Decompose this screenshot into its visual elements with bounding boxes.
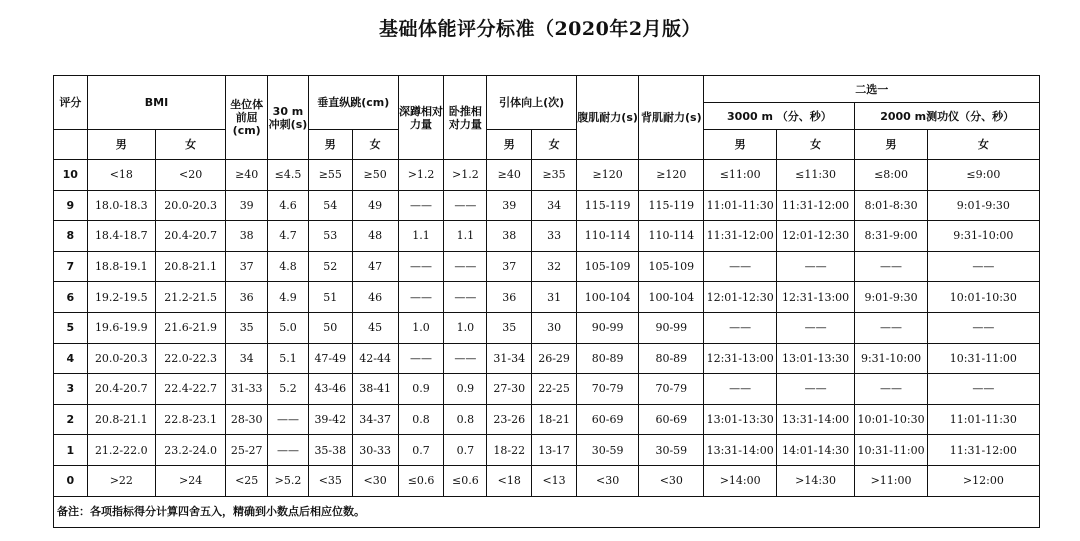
header-male: 男 — [487, 130, 532, 160]
table-cell: —— — [927, 251, 1039, 282]
table-row — [54, 435, 1040, 466]
table-cell: 13:31-14:00 — [776, 404, 855, 435]
table-cell: >1.2 — [444, 160, 487, 191]
table-cell: 4.8 — [268, 251, 309, 282]
table-cell: 48 — [352, 221, 398, 252]
table-row — [54, 251, 1040, 282]
table-cell: 1.0 — [398, 312, 444, 343]
table-cell: —— — [776, 251, 855, 282]
table-cell: 34 — [532, 190, 577, 221]
header-female: 女 — [532, 130, 577, 160]
table-row — [54, 404, 1040, 435]
note: 备注：各项指标得分计算四舍五入，精确到小数点后相应位数。 — [54, 496, 1040, 527]
table-cell: —— — [398, 251, 444, 282]
score-cell: 6 — [54, 282, 88, 313]
header-male: 男 — [308, 130, 352, 160]
table-body — [54, 160, 1040, 497]
table-cell: 9:01-9:30 — [855, 282, 927, 313]
table-cell: ≤9:00 — [927, 160, 1039, 191]
header-female: 女 — [155, 130, 225, 160]
table-cell: 80-89 — [639, 343, 704, 374]
table-cell: 20.0-20.3 — [87, 343, 155, 374]
header-row-3 — [54, 130, 1040, 160]
table-cell: 20.8-21.1 — [155, 251, 225, 282]
table-cell: 11:31-12:00 — [776, 190, 855, 221]
table-cell: 20.4-20.7 — [87, 374, 155, 405]
table-cell: 21.2-22.0 — [87, 435, 155, 466]
table-cell: 9:31-10:00 — [855, 343, 927, 374]
table-cell: ≥35 — [532, 160, 577, 191]
table-cell: 20.8-21.1 — [87, 404, 155, 435]
table-cell: 21.6-21.9 — [155, 312, 225, 343]
table-cell: —— — [776, 312, 855, 343]
table-row — [54, 282, 1040, 313]
table-cell: >5.2 — [268, 465, 309, 496]
table-cell: ≤4.5 — [268, 160, 309, 191]
score-cell: 5 — [54, 312, 88, 343]
table-cell: 110-114 — [639, 221, 704, 252]
table-cell: 60-69 — [577, 404, 639, 435]
table-cell: ≤0.6 — [398, 465, 444, 496]
header-sprint: 30 m冲刺(s) — [268, 76, 309, 160]
table-cell: 80-89 — [577, 343, 639, 374]
table-row — [54, 374, 1040, 405]
table-row — [54, 343, 1040, 374]
table-cell: ≤8:00 — [855, 160, 927, 191]
table-cell: ≥40 — [226, 160, 268, 191]
header-male: 男 — [855, 130, 927, 160]
header-score: 评分 — [54, 76, 88, 130]
header-female: 女 — [352, 130, 398, 160]
table-cell: 0.7 — [398, 435, 444, 466]
table-cell: 11:01-11:30 — [927, 404, 1039, 435]
table-cell: 31-33 — [226, 374, 268, 405]
table-cell: —— — [444, 282, 487, 313]
table-cell: 53 — [308, 221, 352, 252]
table-cell: 12:31-13:00 — [776, 282, 855, 313]
table-cell: 22-25 — [532, 374, 577, 405]
table-cell: 0.7 — [444, 435, 487, 466]
table-cell: —— — [268, 404, 309, 435]
table-cell: >22 — [87, 465, 155, 496]
table-cell: <30 — [639, 465, 704, 496]
table-cell: 38 — [487, 221, 532, 252]
header-row-1 — [54, 76, 1040, 103]
header-bench-strength: 卧推相对力量 — [444, 76, 487, 160]
table-cell: 115-119 — [577, 190, 639, 221]
table-cell: 47 — [352, 251, 398, 282]
table-cell: 18.0-18.3 — [87, 190, 155, 221]
score-cell: 10 — [54, 160, 88, 191]
table-cell: 10:31-11:00 — [927, 343, 1039, 374]
table-cell: 10:01-10:30 — [855, 404, 927, 435]
table-cell: 42-44 — [352, 343, 398, 374]
table-cell: 1.1 — [398, 221, 444, 252]
table-cell: 12:01-12:30 — [776, 221, 855, 252]
table-cell: 0.8 — [444, 404, 487, 435]
table-cell: 32 — [532, 251, 577, 282]
table-cell: 45 — [352, 312, 398, 343]
table-cell: —— — [927, 312, 1039, 343]
score-cell: 3 — [54, 374, 88, 405]
table-cell: —— — [398, 343, 444, 374]
header-choose-one: 二选一 — [704, 76, 1040, 103]
table-cell: 9:31-10:00 — [927, 221, 1039, 252]
header-abdominal: 腹肌耐力(s) — [577, 76, 639, 160]
table-cell: 13-17 — [532, 435, 577, 466]
table-cell: <18 — [87, 160, 155, 191]
table-cell: 11:31-12:00 — [704, 221, 776, 252]
score-cell: 8 — [54, 221, 88, 252]
table-cell: 18.8-19.1 — [87, 251, 155, 282]
table-cell: 35 — [226, 312, 268, 343]
table-cell: —— — [444, 190, 487, 221]
score-cell: 2 — [54, 404, 88, 435]
score-cell: 4 — [54, 343, 88, 374]
table-cell: ≥40 — [487, 160, 532, 191]
table-cell: >1.2 — [398, 160, 444, 191]
table-cell: 34 — [226, 343, 268, 374]
header-female: 女 — [927, 130, 1039, 160]
table-cell: 14:01-14:30 — [776, 435, 855, 466]
table-cell: 30 — [532, 312, 577, 343]
table-cell: —— — [776, 374, 855, 405]
table-cell: 0.8 — [398, 404, 444, 435]
table-cell: 35-38 — [308, 435, 352, 466]
table-cell: —— — [398, 190, 444, 221]
table-cell: 31-34 — [487, 343, 532, 374]
table-cell: >14:00 — [704, 465, 776, 496]
table-cell: <13 — [532, 465, 577, 496]
table-cell: 54 — [308, 190, 352, 221]
table-cell: —— — [927, 374, 1039, 405]
table-row — [54, 190, 1040, 221]
table-cell: ≤0.6 — [444, 465, 487, 496]
page-title: 基础体能评分标准（2020年2月版） — [378, 18, 702, 40]
table-cell: 20.0-20.3 — [155, 190, 225, 221]
table-cell: 27-30 — [487, 374, 532, 405]
table-cell: 38-41 — [352, 374, 398, 405]
table-cell: 4.6 — [268, 190, 309, 221]
table-cell: <30 — [577, 465, 639, 496]
table-cell: <30 — [352, 465, 398, 496]
header-male: 男 — [704, 130, 776, 160]
note-row — [54, 496, 1040, 527]
table-cell: ≥120 — [577, 160, 639, 191]
table-cell: 13:31-14:00 — [704, 435, 776, 466]
table-cell: 12:31-13:00 — [704, 343, 776, 374]
table-cell: <35 — [308, 465, 352, 496]
table-cell: 0.9 — [398, 374, 444, 405]
table-cell: 13:01-13:30 — [776, 343, 855, 374]
table-cell: 12:01-12:30 — [704, 282, 776, 313]
table-cell: 21.2-21.5 — [155, 282, 225, 313]
table-row — [54, 465, 1040, 496]
table-cell: 47-49 — [308, 343, 352, 374]
table-cell: 30-59 — [577, 435, 639, 466]
table-cell: ≥50 — [352, 160, 398, 191]
table-cell: 0.9 — [444, 374, 487, 405]
table-cell: —— — [855, 251, 927, 282]
table-cell: 20.4-20.7 — [155, 221, 225, 252]
table-cell: 19.2-19.5 — [87, 282, 155, 313]
table-cell: 115-119 — [639, 190, 704, 221]
table-cell: 36 — [226, 282, 268, 313]
header-female: 女 — [776, 130, 855, 160]
table-cell: 60-69 — [639, 404, 704, 435]
table-cell: 10:01-10:30 — [927, 282, 1039, 313]
table-cell: ≥120 — [639, 160, 704, 191]
table-cell: 23.2-24.0 — [155, 435, 225, 466]
table-cell: 9:01-9:30 — [927, 190, 1039, 221]
table-cell: 18-21 — [532, 404, 577, 435]
table-cell: 39-42 — [308, 404, 352, 435]
table-cell: 22.4-22.7 — [155, 374, 225, 405]
table-row — [54, 221, 1040, 252]
table-row — [54, 312, 1040, 343]
score-cell: 1 — [54, 435, 88, 466]
table-cell: 105-109 — [639, 251, 704, 282]
table-row — [54, 160, 1040, 191]
header-pullup: 引体向上(次) — [487, 76, 577, 130]
table-cell: 8:01-8:30 — [855, 190, 927, 221]
table-cell: ≤11:30 — [776, 160, 855, 191]
table-cell: 70-79 — [577, 374, 639, 405]
table-cell: >14:30 — [776, 465, 855, 496]
header-back: 背肌耐力(s) — [639, 76, 704, 160]
table-cell: 5.1 — [268, 343, 309, 374]
table-cell: 8:31-9:00 — [855, 221, 927, 252]
table-cell: 19.6-19.9 — [87, 312, 155, 343]
table-cell: 4.7 — [268, 221, 309, 252]
table-cell: —— — [704, 251, 776, 282]
table-cell: 28-30 — [226, 404, 268, 435]
table-cell: 26-29 — [532, 343, 577, 374]
table-cell: ≥55 — [308, 160, 352, 191]
header-squat-strength: 深蹲相对力量 — [398, 76, 444, 160]
table-cell: 1.0 — [444, 312, 487, 343]
table-cell: 37 — [487, 251, 532, 282]
table-cell: 50 — [308, 312, 352, 343]
table-cell: 34-37 — [352, 404, 398, 435]
score-cell: 0 — [54, 465, 88, 496]
table-cell: —— — [704, 312, 776, 343]
table-cell: —— — [704, 374, 776, 405]
table-cell: 18.4-18.7 — [87, 221, 155, 252]
table-cell: 30-59 — [639, 435, 704, 466]
table-cell: —— — [855, 312, 927, 343]
table-cell: —— — [398, 282, 444, 313]
table-cell: 51 — [308, 282, 352, 313]
table-cell: 36 — [487, 282, 532, 313]
table-cell: —— — [444, 251, 487, 282]
table-cell: 11:01-11:30 — [704, 190, 776, 221]
table-cell: 1.1 — [444, 221, 487, 252]
score-table — [53, 75, 1040, 528]
table-cell: 22.0-22.3 — [155, 343, 225, 374]
table-cell: 13:01-13:30 — [704, 404, 776, 435]
table-cell: >11:00 — [855, 465, 927, 496]
header-bmi: BMI — [87, 76, 226, 130]
table-cell: 5.2 — [268, 374, 309, 405]
table-cell: 11:31-12:00 — [927, 435, 1039, 466]
table-cell: 30-33 — [352, 435, 398, 466]
table-cell: 90-99 — [577, 312, 639, 343]
table-cell: 52 — [308, 251, 352, 282]
table-cell: <20 — [155, 160, 225, 191]
table-cell: 49 — [352, 190, 398, 221]
table-cell: 110-114 — [577, 221, 639, 252]
table-cell: 4.9 — [268, 282, 309, 313]
table-cell: 35 — [487, 312, 532, 343]
table-cell: 43-46 — [308, 374, 352, 405]
table-cell: 18-22 — [487, 435, 532, 466]
table-cell: 31 — [532, 282, 577, 313]
table-cell: 25-27 — [226, 435, 268, 466]
table-cell: 39 — [226, 190, 268, 221]
table-cell: —— — [855, 374, 927, 405]
table-cell: 38 — [226, 221, 268, 252]
header-run-3000: 3000 m （分、秒） — [704, 103, 855, 130]
table-cell: 39 — [487, 190, 532, 221]
header-male: 男 — [87, 130, 155, 160]
table-cell: 5.0 — [268, 312, 309, 343]
table-cell: <25 — [226, 465, 268, 496]
table-cell: 100-104 — [639, 282, 704, 313]
header-vertical-jump: 垂直纵跳(cm) — [308, 76, 398, 130]
table-cell: >24 — [155, 465, 225, 496]
table-cell: 46 — [352, 282, 398, 313]
table-cell: >12:00 — [927, 465, 1039, 496]
table-cell: <18 — [487, 465, 532, 496]
table-cell: ≤11:00 — [704, 160, 776, 191]
table-cell: 105-109 — [577, 251, 639, 282]
score-cell: 9 — [54, 190, 88, 221]
table-cell: —— — [444, 343, 487, 374]
table-cell: 100-104 — [577, 282, 639, 313]
table-cell: 70-79 — [639, 374, 704, 405]
header-sit-reach: 坐位体前屈(cm) — [226, 76, 268, 160]
table-cell: 33 — [532, 221, 577, 252]
score-cell: 7 — [54, 251, 88, 282]
header-gender-cell — [54, 130, 88, 160]
table-cell: —— — [268, 435, 309, 466]
table-cell: 22.8-23.1 — [155, 404, 225, 435]
table-cell: 90-99 — [639, 312, 704, 343]
table-cell: 23-26 — [487, 404, 532, 435]
header-erg-2000: 2000 m测功仪（分、秒） — [855, 103, 1040, 130]
table-cell: 37 — [226, 251, 268, 282]
table-cell: 10:31-11:00 — [855, 435, 927, 466]
